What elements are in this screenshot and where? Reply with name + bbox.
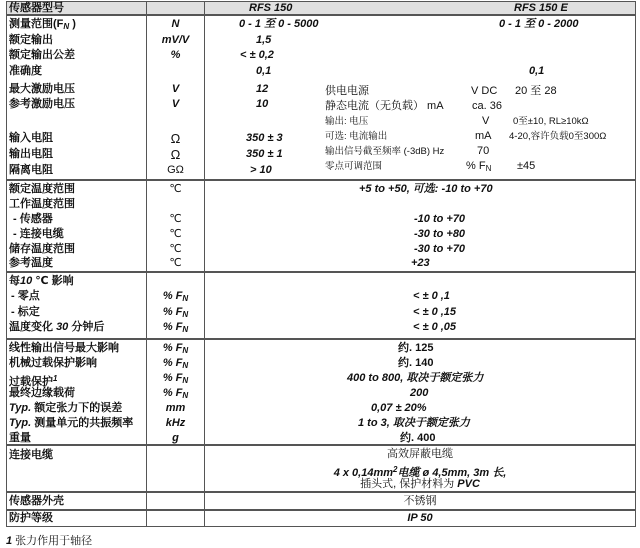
supply-value: 20 至 28: [515, 85, 557, 97]
error-label: Typ. 额定张力下的误差: [9, 402, 123, 414]
accuracy-label: 准确度: [9, 65, 42, 77]
resonance-value: 1 to 3, 取决于额定张力: [358, 417, 470, 429]
housing-value: 不锈钢: [403, 495, 437, 507]
rated-temp-unit: ℃: [169, 183, 182, 195]
storage-temp-value: -30 to +70: [414, 243, 466, 255]
ref-excitation-value: 10: [256, 98, 269, 110]
reference-temp-unit: ℃: [169, 257, 182, 269]
output-voltage-unit: V: [482, 115, 490, 127]
temp-effect-heading: 每10 ℃ 影响: [9, 275, 74, 287]
output-resistance-label: 输出电阻: [9, 148, 53, 160]
edge-load-unit: % $F_N$: [162, 387, 189, 400]
housing-label: 传感器外壳: [9, 495, 64, 507]
range-label: 测量范围($F_N$ ): [9, 18, 76, 31]
max-excitation-unit: V: [171, 83, 180, 95]
zero-adjust-value: ±45: [517, 160, 536, 172]
zero-effect-unit: % $F_N$: [162, 290, 189, 303]
zero-adjust-label: 零点可调范围: [325, 161, 383, 172]
rated-temp-label: 额定温度范围: [9, 183, 75, 195]
output-current-unit: mA: [475, 130, 492, 142]
output-resistance-unit: Ω: [170, 147, 181, 162]
output-voltage-value: 0至±10, RL≥10kΩ: [513, 116, 589, 127]
rated-output-unit: mV/V: [161, 34, 190, 46]
zero-effect-value: < ± 0 ,1: [413, 290, 450, 302]
weight-label: 重量: [9, 432, 31, 444]
outer-left-border: [6, 1, 7, 527]
quiescent-label: 静态电流（无负载） mA: [325, 100, 444, 112]
sensor-temp-unit: ℃: [169, 213, 182, 225]
resonance-label: Typ. 测量单元的共振频率: [9, 417, 134, 429]
temp-change-unit: % $F_N$: [162, 321, 189, 334]
linear-unit: % $F_N$: [162, 342, 189, 355]
linear-label: 线性输出信号最大影响: [9, 342, 119, 354]
isolation-resistance-label: 隔离电阻: [9, 164, 53, 176]
cutoff-frequency-label: 输出信号截至频率 (-3dB) Hz: [325, 146, 445, 157]
span-effect-value: < ± 0 ,15: [413, 306, 457, 318]
storage-temp-label: 储存温度范围: [9, 243, 75, 255]
overload-label: 过载保护$^1$: [9, 374, 58, 388]
output-voltage-label: 输出: 电压: [325, 116, 369, 127]
ref-excitation-unit: V: [171, 98, 180, 110]
cutoff-frequency-value: 70: [477, 145, 490, 157]
zero-effect-label: - 零点: [11, 290, 40, 302]
header-model-b: RFS 150 E: [514, 2, 568, 14]
tolerance-value: < ± 0,2: [240, 49, 274, 61]
linear-value: 约. 125: [398, 342, 434, 354]
range-value-b: 0 - 1 至 0 - 2000: [499, 18, 579, 30]
overload-value: 400 to 800, 取决于额定张力: [347, 372, 484, 384]
tolerance-unit: %: [170, 49, 181, 61]
output-resistance-value: 350 ± 1: [246, 148, 283, 160]
isolation-resistance-value: > 10: [250, 164, 272, 176]
protection-value: IP 50: [407, 512, 433, 524]
overload-unit: % $F_N$: [162, 372, 189, 385]
output-current-label: 可选: 电流输出: [325, 131, 388, 142]
range-value-a: 0 - 1 至 0 - 5000: [239, 18, 319, 30]
edge-load-label: 最终边缘载荷: [9, 387, 75, 399]
protection-label: 防护等级: [9, 512, 53, 524]
header-title: 传感器型号: [9, 2, 64, 14]
zero-adjust-unit: % $F_N$: [466, 160, 492, 173]
accuracy-value-a: 0,1: [256, 65, 272, 77]
cable-line-3: 插头式, 保护材料为 PVC: [360, 478, 480, 490]
output-current-value: 4-20,容许负载0至300Ω: [509, 131, 607, 142]
supply-unit: V DC: [471, 85, 498, 97]
temp-change-label: 温度变化 30 分钟后: [9, 321, 105, 333]
weight-value: 约. 400: [400, 432, 436, 444]
range-unit: N: [171, 18, 180, 30]
working-temp-label: 工作温度范围: [9, 198, 75, 210]
edge-load-value: 200: [410, 387, 429, 399]
max-excitation-label: 最大激励电压: [9, 83, 75, 95]
resonance-unit: kHz: [165, 417, 186, 429]
ref-excitation-label: 参考激励电压: [9, 98, 75, 110]
cable-line-2: 4 x $0,14mm^2$电缆 ø 4,5mm, 3m 长,: [333, 465, 507, 479]
cable-temp-value: -30 to +80: [414, 228, 466, 240]
input-resistance-value: 350 ± 3: [246, 132, 283, 144]
input-resistance-unit: Ω: [170, 131, 181, 146]
mech-overload-value: 约. 140: [398, 357, 434, 369]
input-resistance-label: 输入电阻: [9, 132, 53, 144]
sensor-temp-label: - 传感器: [13, 213, 53, 225]
cable-temp-unit: ℃: [169, 228, 182, 240]
rated-output-label: 额定输出: [9, 34, 53, 46]
supply-label: 供电电源: [325, 85, 369, 97]
quiescent-value: ca. 36: [472, 100, 502, 112]
header-model-a: RFS 150: [249, 2, 293, 14]
max-excitation-value: 12: [256, 83, 269, 95]
span-effect-unit: % $F_N$: [162, 306, 189, 319]
temp-change-value: < ± 0 ,05: [413, 321, 457, 333]
temperature-band: [6, 180, 636, 272]
outer-right-border: [635, 1, 636, 527]
cable-label: 连接电缆: [9, 449, 53, 461]
footnote: 1 张力作用于轴径: [6, 535, 93, 547]
storage-temp-unit: ℃: [169, 243, 182, 255]
rated-output-value: 1,5: [256, 34, 272, 46]
isolation-resistance-unit: GΩ: [167, 164, 184, 176]
mech-overload-unit: % $F_N$: [162, 357, 189, 370]
reference-temp-value: +23: [411, 257, 430, 269]
error-value: 0,07 ± 20%: [371, 402, 427, 414]
rated-temp-value: +5 to +50, 可选: -10 to +70: [359, 183, 493, 195]
cable-line-1: 高效屏蔽电缆: [387, 448, 453, 460]
cable-temp-label: - 连接电缆: [13, 228, 64, 240]
reference-temp-label: 参考温度: [9, 257, 53, 269]
span-effect-label: - 标定: [11, 306, 40, 318]
spec-table: [6, 1, 636, 527]
tolerance-label: 额定输出公差: [9, 49, 75, 61]
mech-overload-label: 机械过载保护影响: [9, 357, 97, 369]
accuracy-value-b: 0,1: [529, 65, 545, 77]
weight-unit: g: [172, 432, 179, 444]
sensor-temp-value: -10 to +70: [414, 213, 466, 225]
error-unit: mm: [165, 402, 186, 414]
